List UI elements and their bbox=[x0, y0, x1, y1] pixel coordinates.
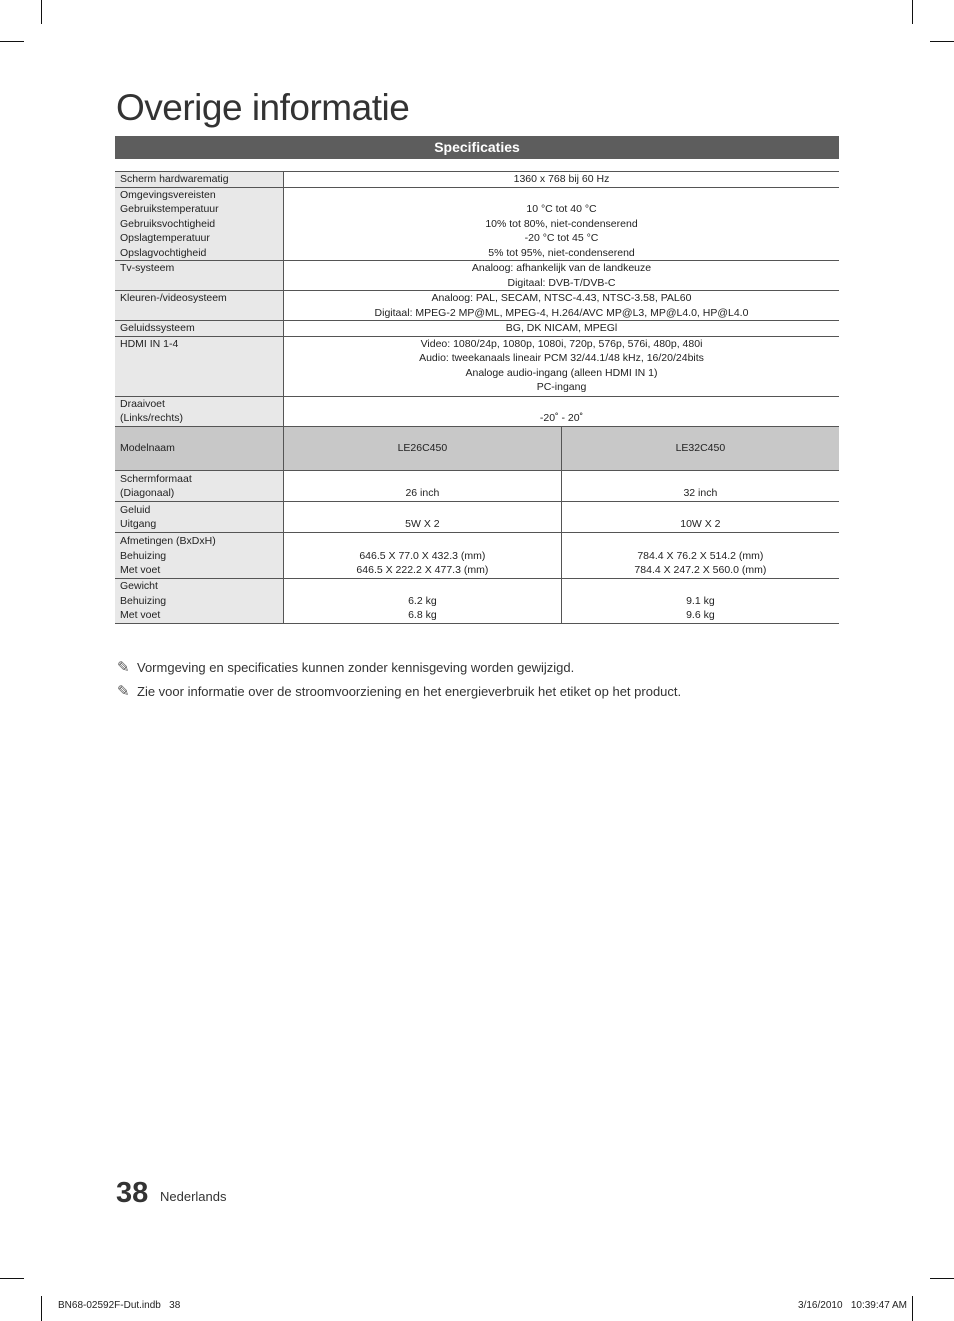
spec-label: Geluid Uitgang bbox=[115, 501, 284, 532]
crop-mark bbox=[41, 1296, 42, 1321]
spec-value: 10W X 2 bbox=[561, 501, 839, 532]
page-title: Overige informatie bbox=[116, 87, 410, 128]
spec-row bbox=[115, 396, 839, 426]
spec-row bbox=[115, 321, 839, 337]
spec-label: Scherm hardwarematig bbox=[115, 172, 284, 188]
pencil-icon: ✎ bbox=[117, 683, 130, 700]
spec-value: Analoog: afhankelijk van de landkeuze Digitaal: DVB-T/DVB-C bbox=[284, 261, 840, 291]
footer-file: BN68-02592F-Dut.indb 38 bbox=[58, 1300, 181, 1311]
crop-mark bbox=[912, 0, 913, 24]
spec-value: Video: 1080/24p, 1080p, 1080i, 720p, 576p, 576i, 480p, 480i Audio: tweekanaals lineair PCM 32/44.1/48 kHz, 16/20/24bits Analoge audio-ingang (alleen HDMI IN 1) PC-ingang bbox=[284, 336, 840, 396]
note-text: Zie voor informatie over de stroomvoorziening en het energieverbruik het etiket op het product. bbox=[137, 684, 682, 699]
model-name: LE32C450 bbox=[561, 426, 839, 470]
note-item bbox=[117, 682, 681, 700]
spec-value: 26 inch bbox=[284, 470, 562, 501]
crop-mark bbox=[930, 1278, 954, 1279]
spec-value: 784.4 X 76.2 X 514.2 (mm) 784.4 X 247.2 X 560.0 (mm) bbox=[561, 532, 839, 578]
spec-label: HDMI IN 1-4 bbox=[115, 336, 284, 396]
spec-row bbox=[115, 261, 839, 291]
spec-value: 32 inch bbox=[561, 470, 839, 501]
spec-value: 646.5 X 77.0 X 432.3 (mm) 646.5 X 222.2 X 477.3 (mm) bbox=[284, 532, 562, 578]
spec-label: Schermformaat (Diagonaal) bbox=[115, 470, 284, 501]
crop-mark bbox=[930, 41, 954, 42]
spec-row bbox=[115, 336, 839, 396]
model-name: LE26C450 bbox=[284, 426, 562, 470]
section-header: Specificaties bbox=[115, 136, 839, 159]
page-number: 38 bbox=[116, 1177, 149, 1209]
spec-label: Kleuren-/videosysteem bbox=[115, 291, 284, 321]
model-label: Modelnaam bbox=[115, 426, 284, 470]
spec-row bbox=[115, 172, 839, 188]
spec-table bbox=[115, 171, 839, 624]
spec-row bbox=[115, 291, 839, 321]
spec-value: 9.1 kg 9.6 kg bbox=[561, 578, 839, 623]
spec-value: 1360 x 768 bij 60 Hz bbox=[284, 172, 840, 188]
spec-label: Tv-systeem bbox=[115, 261, 284, 291]
crop-mark bbox=[0, 1278, 24, 1279]
language-label: Nederlands bbox=[160, 1189, 227, 1204]
crop-mark bbox=[41, 0, 42, 24]
footer-timestamp: 3/16/2010 10:39:47 AM bbox=[798, 1300, 907, 1311]
spec-label: Omgevingsvereisten Gebruikstemperatuur Gebruiksvochtigheid Opslagtemperatuur Opslagvochtigheid bbox=[115, 187, 284, 261]
crop-mark bbox=[0, 41, 24, 42]
model-spec-row bbox=[115, 578, 839, 623]
spec-label: Gewicht Behuizing Met voet bbox=[115, 578, 284, 623]
model-spec-row bbox=[115, 470, 839, 501]
pencil-icon: ✎ bbox=[117, 659, 130, 676]
model-spec-row bbox=[115, 501, 839, 532]
spec-row bbox=[115, 187, 839, 261]
spec-value: BG, DK NICAM, MPEGl bbox=[284, 321, 840, 337]
spec-value: 10 °C tot 40 °C 10% tot 80%, niet-condenserend -20 °C tot 45 °C 5% tot 95%, niet-condenserend bbox=[284, 187, 840, 261]
model-spec-row bbox=[115, 532, 839, 578]
crop-mark bbox=[912, 1296, 913, 1321]
spec-value: -20˚ - 20˚ bbox=[284, 396, 840, 426]
note-item bbox=[117, 658, 574, 676]
model-row bbox=[115, 426, 839, 470]
spec-value: 6.2 kg 6.8 kg bbox=[284, 578, 562, 623]
spec-label: Draaivoet (Links/rechts) bbox=[115, 396, 284, 426]
note-text: Vormgeving en specificaties kunnen zonder kennisgeving worden gewijzigd. bbox=[137, 660, 575, 675]
spec-label: Afmetingen (BxDxH) Behuizing Met voet bbox=[115, 532, 284, 578]
spec-label: Geluidssysteem bbox=[115, 321, 284, 337]
spec-value: Analoog: PAL, SECAM, NTSC-4.43, NTSC-3.58, PAL60 Digitaal: MPEG-2 MP@ML, MPEG-4, H.264/AVC MP@L3, MP@L4.0, HP@L4.0 bbox=[284, 291, 840, 321]
spec-value: 5W X 2 bbox=[284, 501, 562, 532]
